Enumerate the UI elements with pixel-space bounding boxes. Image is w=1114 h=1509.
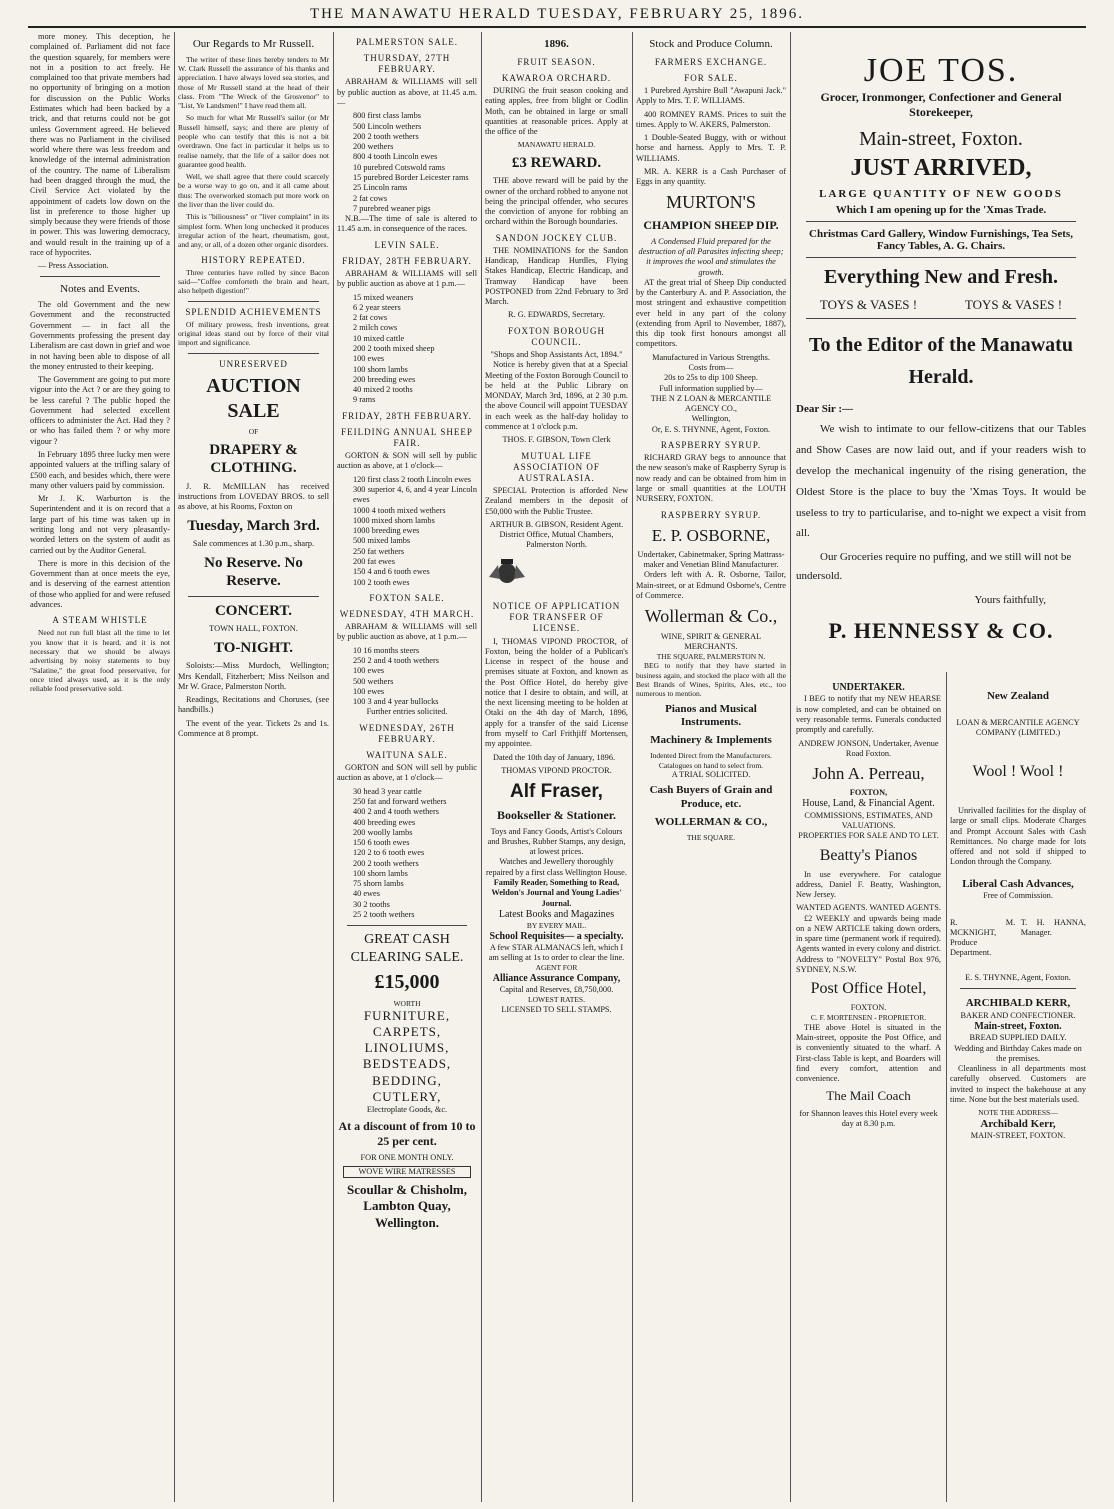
ad-subtitle: WEDNESDAY, 4TH MARCH.: [339, 608, 475, 619]
ad-text: Alliance Assurance Company,: [492, 972, 621, 984]
ad-text: Soloists:—Miss Murdoch, Wellington; Mrs Kendall, Fitzherbert; Miss Neilson and Mr W. Grace, Palmerston North.: [178, 661, 329, 691]
ad-text: for Shannon leaves this Hotel every week day at 8.30 p.m.: [799, 1108, 938, 1128]
ad-subtitle: FARMERS EXCHANGE.: [654, 56, 768, 67]
article-paragraph: The Government are going to put more vigour into the Act ? or are they going to be less careful ? The public hoped the Government had selected excellent officers to administer the Act. Had they ? or who has failed them ? or why more vigour ?: [30, 375, 170, 446]
column-divider: [333, 32, 334, 1502]
ad-title: The Mail Coach: [826, 1088, 911, 1104]
article-paragraph: There is more in this decision of the Government than at once meets the eye, and is deserving of the earnest attention of those who applied for and were refused advances.: [30, 558, 170, 609]
ad-text: A TRIAL SOLICITED.: [671, 770, 751, 780]
ad-text: The event of the year. Tickets 2s and 1s. Commence at 8 prompt.: [178, 718, 329, 738]
ad-subtitle: FRIDAY, 28TH FEBRUARY.: [342, 410, 472, 421]
ad-text: Wellington,: [691, 414, 731, 424]
ad-title: Alf Fraser,: [510, 781, 603, 803]
column-divider: [790, 32, 791, 1502]
stock-list-item: 15 purebred Border Leicester rams: [353, 173, 469, 182]
stock-list-item: 10 mixed cattle: [353, 333, 405, 343]
royal-crest-icon: [485, 557, 529, 587]
ad-text: WOVE WIRE MATRESSES: [343, 1166, 471, 1178]
ad-title: No Reserve. No Reserve.: [204, 554, 303, 590]
ad-text: TOYS & VASES !: [819, 297, 918, 312]
ad-title: P. HENNESSY & CO.: [828, 617, 1054, 643]
stock-list-item: 10 purebred Cotswold rams: [353, 162, 445, 172]
stock-list: [337, 787, 477, 921]
ad-text: THE above reward will be paid by the owner of the orchard robbed to anyone not being the principal offender, who secures the conviction of anyone for robbing an orchard within the Borough boundaries.: [485, 176, 628, 227]
column-divider: [174, 32, 175, 1502]
ad-text: TOWN HALL, FOXTON.: [209, 624, 298, 634]
ad-text: THE SQUARE.: [686, 833, 736, 843]
ad-text: 20s to 25s to dip 100 Sheep.: [664, 373, 758, 383]
stock-list-item: 500 mixed lambs: [353, 536, 411, 546]
stock-list-item: 200 woolly lambs: [353, 827, 413, 837]
stock-list-item: 200 breeding ewes: [353, 374, 416, 384]
stock-list-item: 250 fat wethers: [353, 546, 405, 556]
ad-title: Machinery & Implements: [650, 733, 772, 746]
ad-text: ANDREW JONSON, Undertaker, Avenue Road Foxton.: [798, 738, 939, 758]
ad-text: BREAD SUPPLIED DAILY.: [969, 1033, 1067, 1043]
ad-text: £2 WEEKLY and upwards being made on a NEW ARTICLE taking down orders, in spare time (permanent work if required). Agents wanted in every colony and district. Address to "NOVELTY" Postal Box 976, SYDNEY, N.S.W.: [796, 913, 941, 975]
stock-list-item: 1000 4 tooth mixed wethers: [353, 505, 446, 515]
stock-list-item: 2 fat cows: [353, 313, 388, 323]
ad-title: GREAT CASH CLEARING SALE.: [350, 932, 464, 965]
ad-subtitle: LEVIN SALE.: [374, 239, 440, 250]
column-3: [337, 32, 477, 1502]
ad-text: C. F. MORTENSEN - PROPRIETOR.: [810, 1013, 927, 1023]
stock-list-item: 75 shorn lambs: [353, 879, 404, 889]
ad-text: Readings, Recitations and Choruses, (see handbills.): [178, 695, 329, 715]
ad-text: Grocer, Ironmonger, Confectioner and General Storekeeper,: [820, 90, 1062, 119]
stock-list-item: 100 ewes: [353, 666, 385, 676]
ad-text: MAIN-STREET, FOXTON.: [970, 1131, 1066, 1141]
ad-title: New Zealand: [986, 690, 1050, 702]
article-paragraph: This is "biliousness" or "liver complaint" in its simplest form. When long unchecked it produces irregular action of the heart, rheumatism, gout, and any, or all, of a dozen other organic disorders.: [178, 212, 329, 250]
ad-title: Wool ! Wool !: [972, 763, 1064, 781]
divider: [347, 925, 467, 926]
ad-text: TOYS & VASES !: [964, 297, 1063, 312]
ad-text: We wish to intimate to our fellow-citizens that our Tables and Show Cases are now laid out, and if your readers wish to develop the mechanical ingenuity of the rising generation, the Oldest Store is the place to buy the 'Xmas Toys. It would be useless to try to particularise, and to-night we expect a visit from all.: [796, 423, 1086, 540]
section-title: SPLENDID ACHIEVEMENTS: [185, 306, 322, 317]
ad-text: Unrivalled facilities for the display of large or small clips. Moderate Charges and Prompt Account Sales with Cash Remittances. No charge made for lots offered and not sold if shipped to London through the Company.: [950, 806, 1086, 867]
stock-list-item: 100 shorn lambs: [353, 868, 408, 878]
ad-title: ARCHIBALD KERR,: [965, 997, 1071, 1010]
stock-list-item: 250 2 and 4 tooth wethers: [353, 655, 439, 665]
article-paragraph: The writer of these lines hereby tenders to Mr W. Clark Russell the assurance of his thanks and appreciation. I have always loved sea stories, and those of Mr Russell stand at the head of their class. From "The Wreck of the Grosvenor" to "List, Ye Landsmen!" I have read them all.: [178, 54, 329, 111]
article-paragraph: Mr J. K. Warburton is the Superintendent and it is on record that a large part of his time was taken up in writing long and not very pleasantly-worded letters on the system of audit as carried out by the Auditor General.: [30, 494, 170, 555]
stock-list: [337, 475, 477, 588]
stock-list-item: 200 2 tooth mixed sheep: [353, 343, 435, 353]
ad-text: PROPERTIES FOR SALE AND TO LET.: [798, 831, 939, 841]
stock-list-item: 25 Lincoln rams: [353, 183, 408, 193]
stock-list-item: 800 first class lambs: [353, 111, 421, 121]
ad-text: FOXTON,: [849, 788, 888, 798]
article-paragraph: The old Government and the new Government and the reconstructed Government — in fact all the Governments professing the present day Liberalism are cast down in grief and woe in not having been able to dispose of all the money entrusted to their keeping.: [30, 300, 170, 371]
article-paragraph: Of military prowess, fresh inventions, great original ideas stand out by force of their vital import and significance.: [178, 319, 329, 348]
ad-text: I BEG to notify that my NEW HEARSE is now completed, and can be obtained on very reasonable terms. Funerals conducted promptly and carefully.: [796, 694, 941, 735]
ad-text: I, THOMAS VIPOND PROCTOR, of Foxton, being the holder of a Publican's License in respect of the house and premises situate at Foxton, and known as the Post Office Hotel, do hereby give notice that I desire to obtain, and will, at the next licensing meeting to be holden at Otaki on the 4th day of March, 1896, apply for a transfer of the said License from myself to Carl Frithjiff Mortensen, my appointee.: [485, 636, 628, 749]
ad-text: ABRAHAM & WILLIAMS will sell by public auction as above, at 1 p.m.—: [337, 622, 477, 642]
ad-text: School Requisites— a specialty.: [489, 930, 624, 942]
ad-subtitle: WAITUNA SALE.: [366, 749, 448, 760]
stock-list-item: 15 mixed weaners: [353, 292, 414, 302]
section-title: Notes and Events.: [60, 283, 140, 296]
ad-title: Bookseller & Stationer.: [497, 807, 616, 822]
article-paragraph: Well, we shall agree that there could scarcely be a worse way to go on, and it all came about thus: The overworked stomach put more work on the liver than the liver could do.: [178, 172, 329, 210]
ad-subtitle: RASPBERRY SYRUP.: [660, 509, 762, 520]
ad-text: THE N Z LOAN & MERCANTILE AGENCY CO.,: [650, 393, 772, 414]
ad-title: FURNITURE, CARPETS, LINOLIUMS, BEDSTEADS, BEDDING, CUTLERY,: [362, 1008, 452, 1104]
ad-text: Cleanliness in all departments most carefully observed. Customers are invited to inspect the bakehouse at any time. None but the best materials used.: [950, 1064, 1086, 1104]
ad-title: Liberal Cash Advances,: [962, 877, 1074, 890]
ad-text: Dear Sir :—: [796, 403, 854, 415]
ad-text: N.B.—The time of sale is altered to 11.45 a.m. in consequence of the races.: [337, 214, 477, 234]
ad-text: ARTHUR B. GIBSON, Resident Agent.: [489, 519, 624, 529]
ad-subtitle: FOXTON BOROUGH COUNCIL.: [507, 325, 606, 347]
stock-list-item: 800 4 tooth Lincoln ewes: [353, 152, 438, 162]
section-title: A STEAM WHISTLE: [52, 615, 148, 626]
ad-text: ABRAHAM & WILLIAMS will sell by public auction as above at 1 p.m.—: [337, 269, 477, 289]
ad-text: GORTON & SON will sell by public auction as above, at 1 o'clock—: [337, 451, 477, 471]
ad-text: WINE, SPIRIT & GENERAL MERCHANTS.: [660, 631, 762, 651]
ad-title: AUCTION SALE: [206, 374, 301, 422]
stock-list: [337, 646, 477, 708]
ad-text: Or, E. S. THYNNE, Agent, Foxton.: [651, 424, 771, 434]
stock-list-item: 10 16 months steers: [353, 645, 420, 655]
ad-title: Cash Buyers of Grain and Produce, etc.: [649, 784, 773, 810]
ad-text: FOR ONE MONTH ONLY.: [360, 1152, 454, 1162]
divider: [188, 596, 319, 597]
masthead-rule: [28, 26, 1086, 28]
stock-list-item: 100 ewes: [353, 354, 385, 364]
stock-list-item: 2 fat cows: [353, 193, 388, 203]
ad-title: Archibald Kerr,: [980, 1117, 1056, 1130]
ad-text: J. R. McMILLAN has received instructions from LOVEDAY BROS. to sell as above, at his Rooms, Foxton on: [178, 481, 329, 512]
ad-text: LARGE QUANTITY OF NEW GOODS: [819, 188, 1063, 200]
divider: [960, 988, 1076, 989]
masthead: THE MANAWATU HERALD TUESDAY, FEBRUARY 25, 1896.: [309, 6, 805, 22]
ad-text: BEG to notify that they have started in business again, and stocked the place with all the Best Brands of Wines, Spirits, Ales, etc., too numerous to mention.: [636, 661, 786, 699]
stock-list-item: 2 milch cows: [353, 323, 398, 333]
ad-text: OF: [248, 427, 259, 437]
ad-text: 400 ROMNEY RAMS. Prices to suit the times. Apply to W. AKERS, Palmerston.: [636, 109, 786, 129]
ad-text: "Shops and Shop Assistants Act, 1894.": [490, 350, 623, 360]
stock-list-item: 40 ewes: [353, 889, 380, 899]
ad-text: Orders left with A. R. Osborne, Tailor, Main-street, or at Edmund Osborne's, Centre of Commerce.: [636, 570, 786, 600]
stock-list-item: 200 2 tooth wethers: [353, 131, 419, 141]
ad-subtitle: THURSDAY, 27TH FEBRUARY.: [363, 53, 451, 75]
ad-text: Christmas Card Gallery, Window Furnishings, Tea Sets, Fancy Tables, A. G. Chairs.: [809, 228, 1073, 252]
ad-text: Electroplate Goods, &c.: [366, 1104, 448, 1114]
column-1: [30, 32, 170, 1502]
stock-list-item: 120 first class 2 tooth Lincoln ewes: [353, 474, 471, 484]
ad-text: Dated the 10th day of January, 1896.: [493, 752, 616, 762]
ad-text: House, Land, & Financial Agent.: [802, 798, 935, 810]
divider: [188, 353, 319, 354]
ad-title: Pianos and Musical Instruments.: [665, 702, 757, 729]
stock-list: [337, 111, 477, 214]
ad-subtitle: NOTICE OF APPLICATION FOR TRANSFER OF LICENSE.: [492, 601, 621, 634]
column-4: [485, 32, 628, 1502]
ad-title: E. P. OSBORNE,: [651, 525, 771, 545]
ad-text: ABRAHAM & WILLIAMS will sell by public auction as above, at 11.45 a.m.—: [337, 77, 477, 108]
ad-text: T. H. HANNA, Manager.: [1020, 917, 1086, 937]
ad-title: £15,000: [374, 971, 440, 994]
ad-text: Family Reader, Something to Read, Weldon's Journal and Young Ladies' Journal.: [491, 878, 622, 908]
divider: [806, 318, 1076, 319]
ad-text: District Office, Mutual Chambers, Palmerston North.: [499, 530, 614, 550]
toys-row: [796, 297, 1086, 313]
article-paragraph: Need not run full blast all the time to let you know that it is heard, and it is not necessary that we should be always advertising by noisy statements to buy "Salatine," the great food preservative, for once tried always used, as it is the only reliable food preservative sold.: [30, 628, 170, 694]
ad-text: Manufactured in Various Strengths.: [652, 352, 770, 362]
stock-list-item: 40 mixed 2 tooths: [353, 385, 413, 395]
ad-title: Scoullar & Chisholm, Lambton Quay, Wellington.: [346, 1182, 468, 1230]
stock-list: [337, 293, 477, 406]
ad-title: CONCERT.: [214, 602, 293, 619]
ad-text: Wedding and Birthday Cakes made on the premises.: [954, 1043, 1082, 1063]
ad-text: DURING the fruit season cooking and eating apples, free from blight or Codlin Moth, can be obtained in large or small quantities at reasonable prices. Apply at the office of the: [485, 85, 628, 137]
article-paragraph: In February 1895 three lucky men were appointed valuers at the trifling salary of £500 each, and besides which, there were many other valuers paid by commission.: [30, 450, 170, 490]
ad-text: AT the great trial of Sheep Dip conducted by the Canterbury A. and P. Association, the most stringent and exhaustive competition ever held in any part of the colony (extending from April to November, 1887), this dip took first honours amongst all competitors.: [636, 277, 786, 349]
stock-list-item: 300 superior 4, 6, and 4 year Lincoln ewes: [353, 484, 477, 505]
ad-text: Indented Direct from the Manufacturers. Catalogues on hand to select from.: [650, 751, 772, 770]
signatures-row: [950, 918, 1086, 959]
ad-text: A Condensed Fluid prepared for the destruction of all Parasites infecting sheep; it improves the wool and stimulates the growth.: [638, 236, 784, 277]
stock-list-item: 7 purebred weaner pigs: [353, 203, 431, 213]
ad-title: Main-street, Foxton.: [859, 128, 1023, 150]
ad-text: Yours faithfully,: [974, 593, 1046, 606]
ad-title: JOE TOS.: [863, 52, 1019, 89]
stock-list-item: 1000 mixed shorn lambs: [353, 515, 435, 525]
ad-text: Which I am opening up for the 'Xmas Trade.: [835, 204, 1047, 216]
ad-title: WOLLERMAN & CO.,: [654, 815, 768, 828]
stock-list-item: 150 4 and 6 tooth ewes: [353, 567, 430, 577]
ad-text: 1 Double-Seated Buggy, with or without horse and harness. Apply to Mrs. T. P. WILLIAMS.: [636, 133, 786, 163]
ad-text: R. M. MCKNIGHT, Produce Department.: [950, 917, 1016, 958]
stock-list-item: 100 ewes: [353, 686, 385, 696]
divider: [40, 276, 160, 277]
ad-text: SPECIAL Protection is afforded New Zealand members in the deposit of £50,000 with the Public Trustee.: [485, 486, 628, 516]
stock-list-item: 1000 breeding ewes: [353, 526, 420, 536]
column-divider: [632, 32, 633, 1502]
ad-text: LOWEST RATES.: [528, 995, 585, 1005]
stock-list-item: 100 shorn lambs: [353, 364, 408, 374]
ad-text: GORTON and SON will sell by public auction as above, at 1 o'clock—: [337, 763, 477, 783]
ad-title: £3 REWARD.: [511, 154, 602, 171]
ad-title: At a discount of from 10 to 25 per cent.: [338, 1119, 476, 1148]
stock-list-item: 9 rams: [353, 395, 376, 405]
ad-text: WANTED AGENTS. WANTED AGENTS.: [796, 903, 941, 913]
stock-list-item: 6 2 year steers: [353, 302, 401, 312]
ad-text: Latest Books and Magazines: [498, 908, 615, 920]
ad-text: NOTE THE ADDRESS—: [978, 1108, 1058, 1118]
ad-text: A few STAR ALMANACS left, which I am selling at 1s to order to clear the line.: [488, 942, 625, 963]
ad-text: LOAN & MERCANTILE AGENCY COMPANY (LIMITED.): [956, 717, 1080, 737]
ad-title: DRAPERY & CLOTHING.: [209, 441, 298, 477]
article-paragraph: more money. This deception, he complained of. Parliament did not face the question squarely, for members were not in a position to act freely. He complained too that private members had no opportunity of bringing on a motion for discussion on the Public Works Estimates which had been backed by a trick, and that returns could not be got unless Government agreed. He believed there was no Parliament in the civilised world where there was less freedom and knowledge of the internal administration of the country. The name of Liberalism had been dragged through the mud, the Civil Service Act violated by the appointment of cadets low down on the list in preference to those higher up simply because they were friends of those in power. This was lowering democracy, and would result in the training up of a race of hypocrites.: [30, 32, 170, 257]
divider: [806, 221, 1076, 222]
ad-text: BY EVERY MAIL.: [526, 921, 587, 931]
stock-list-item: 30 2 tooths: [353, 899, 390, 909]
ad-text: 1 Purebred Ayrshire Bull "Awapuni Jack." Apply to Mrs. T. F. WILLIAMS.: [636, 85, 786, 106]
ad-title: Wollerman & Co.,: [644, 606, 778, 627]
article-paragraph: Three centuries have rolled by since Bacon said—"Coffee comforteth the brain and heart, also helpeth digestion!": [178, 267, 329, 296]
ad-subtitle: KAWAROA ORCHARD.: [501, 72, 612, 83]
ad-text: UNDERTAKER.: [832, 682, 905, 693]
ad-title: TO-NIGHT.: [213, 639, 294, 656]
ad-text: In use everywhere. For catalogue address, Daniel F. Beatty, Washington, New Jersey.: [796, 869, 941, 900]
ad-title: MURTON'S: [666, 192, 756, 213]
ad-text: THOS. F. GIBSON, Town Clerk: [502, 435, 611, 445]
ad-text: Our Groceries require no puffing, and we still will not be undersold.: [796, 551, 1072, 583]
stock-list-item: 200 wethers: [353, 142, 394, 152]
stock-list-item: 200 2 tooth wethers: [353, 858, 419, 868]
ad-text: Undertaker, Cabinetmaker, Spring Mattrass-maker and Venetian Blind Manufacturer.: [637, 549, 785, 570]
ad-title: Beatty's Pianos: [819, 846, 918, 864]
ad-text: R. G. EDWARDS, Secretary.: [508, 310, 605, 320]
ad-subtitle: FOR SALE.: [684, 72, 738, 83]
ad-title: To the Editor of the Manawatu Herald.: [809, 334, 1073, 388]
ad-text: Watches and Jewellery thoroughly repaired by a first class Wellington House.: [486, 857, 627, 877]
ad-title: Tuesday, March 3rd.: [187, 517, 320, 534]
column-2: [178, 32, 329, 1502]
article-paragraph: So much for what Mr Russell's sailor (or Mr Russell himself, says; and there are plenty of people who can testify that this is not a bit overdrawn. One fact in particular it helps us to realise namely, that the life of a sailor does not guarantee good health.: [178, 113, 329, 169]
ad-title: Post Office Hotel,: [810, 980, 927, 998]
section-title: Stock and Produce Column.: [649, 38, 773, 50]
column-7: [950, 678, 1086, 1502]
ad-text: THE SQUARE, PALMERSTON N.: [656, 652, 766, 662]
ad-text: Toys and Fancy Goods, Artist's Colours and Brushes, Rubber Stamps, any design, at lowest prices.: [487, 826, 626, 857]
divider: [806, 257, 1076, 258]
ad-text: THE above Hotel is situated in the Main-street, opposite the Post Office, and is conveniently situated to the wharf. A First-class Table is kept, and Boarders will find every comfort, attention and convenience.: [796, 1022, 941, 1084]
stock-list-item: 400 breeding ewes: [353, 817, 416, 827]
ad-text: LICENSED TO SELL STAMPS.: [501, 1004, 612, 1014]
stock-list-item: 30 head 3 year cattle: [353, 786, 422, 796]
ad-subtitle: WEDNESDAY, 26TH FEBRUARY.: [359, 722, 455, 744]
ad-text: BAKER AND CONFECTIONER.: [960, 1010, 1076, 1020]
ad-text: FOXTON.: [850, 1003, 887, 1013]
ad-text: E. S. THYNNE, Agent, Foxton.: [965, 972, 1071, 982]
stock-list-item: 100 2 tooth ewes: [353, 577, 410, 587]
stock-list-item: 25 2 tooth wethers: [353, 910, 415, 920]
article-paragraph: — Press Association.: [38, 261, 109, 271]
ad-text: MANAWATU HERALD.: [517, 140, 596, 150]
ad-title: Everything New and Fresh.: [823, 266, 1059, 288]
ad-text: Free of Commission.: [983, 891, 1053, 901]
ad-subtitle: FRIDAY, 28TH FEBRUARY.: [342, 255, 472, 266]
stock-list-item: 500 wethers: [353, 676, 394, 686]
ad-text: THE NOMINATIONS for the Sandon Handicap, Handicap Hurdles, Flying Stakes Handicap, Electric Handicap, and Tramway Handicap have been POSTPONED from 22nd February to 3rd March.: [485, 245, 628, 307]
ad-title: CHAMPION SHEEP DIP.: [643, 217, 779, 232]
ad-subtitle: RASPBERRY SYRUP.: [660, 440, 762, 450]
ad-text: WORTH: [393, 998, 421, 1008]
column-5: [636, 32, 786, 1502]
stock-list-item: 200 fat ewes: [353, 556, 395, 566]
ad-text: Notice is hereby given that at a Special Meeting of the Foxton Borough Council to be held at the Public Library on MONDAY, March 3rd, 1896, at 2 30 p.m. the above Council will appoint TUESDAY in each week as the half-day holiday to commence at 1 o'clock p.m.: [485, 360, 628, 432]
ad-text: THOMAS VIPOND PROCTOR.: [501, 765, 612, 775]
ad-title: 1896.: [544, 38, 569, 50]
stock-list-item: 120 2 to 6 tooth ewes: [353, 848, 425, 858]
ad-subtitle: MUTUAL LIFE ASSOCIATION OF AUSTRALASIA.: [513, 450, 600, 483]
ad-title: John A. Perreau,: [812, 764, 925, 784]
ad-text: Full information supplied by—: [659, 383, 763, 393]
ad-subtitle: SANDON JOCKEY CLUB.: [495, 232, 618, 243]
joe-tos-ad: [796, 32, 1086, 672]
ad-text: AGENT FOR: [535, 963, 578, 973]
ad-title: JUST ARRIVED,: [850, 155, 1032, 181]
section-title: Our Regards to Mr Russell.: [192, 38, 315, 50]
ad-subtitle: PALMERSTON SALE.: [355, 37, 459, 47]
ad-subtitle: FEILDING ANNUAL SHEEP FAIR.: [341, 426, 473, 448]
stock-list-item: 500 Lincoln wethers: [353, 121, 422, 131]
column-divider: [481, 32, 482, 1502]
stock-list-item: 100 3 and 4 year bullocks: [353, 697, 439, 707]
divider: [188, 301, 319, 302]
ad-text: COMMISSIONS, ESTIMATES, AND VALUATIONS.: [804, 810, 933, 831]
ad-subtitle: FOXTON SALE.: [369, 592, 445, 603]
section-title: HISTORY REPEATED.: [201, 254, 306, 265]
ad-text: Main-street, Foxton.: [974, 1020, 1062, 1032]
ad-text: Sale commences at 1.30 p.m., sharp.: [192, 539, 315, 549]
ad-subtitle: UNRESERVED: [219, 358, 288, 369]
ad-text: RICHARD GRAY begs to announce that the new season's make of Raspberry Syrup is now ready and can be obtained from him in large or small quantities at the LOUTH NURSERY, FOXTON.: [636, 453, 786, 504]
ad-text: Further entries solicited.: [366, 707, 448, 717]
ad-text: Costs from—: [688, 363, 734, 373]
ad-subtitle: FRUIT SEASON.: [517, 56, 596, 67]
ad-text: MR. A. KERR is a Cash Purchaser of Eggs in any quantity.: [636, 166, 786, 187]
stock-list-item: 250 fat and forward wethers: [353, 796, 447, 806]
stock-list-item: 150 6 tooth ewes: [353, 838, 410, 848]
ad-text: Capital and Reserves, £8,750,000.: [499, 985, 614, 995]
stock-list-item: 400 2 and 4 tooth wethers: [353, 807, 439, 817]
